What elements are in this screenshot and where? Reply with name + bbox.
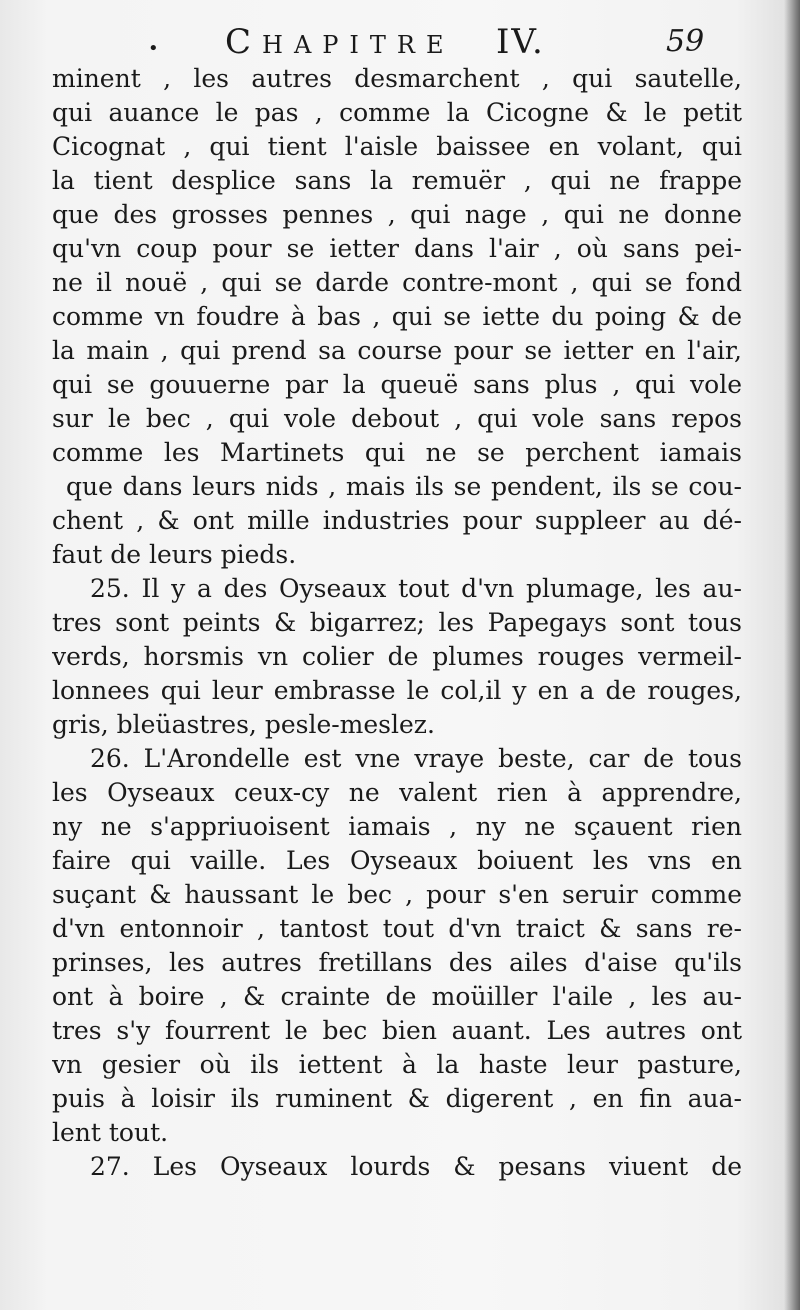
text-line: lonnees qui leur embrasse le col,il y en a de rouges, [52,676,742,705]
body-text [52,62,742,1184]
text-line: comme les Martinets qui ne se perchent iamais [52,438,742,467]
chapter-number: IV. [496,22,545,62]
text-line: qu'vn coup pour se ietter dans l'air , où sans pei- [52,234,742,263]
text-line: ont à boire , & crainte de moüiller l'aile , les au- [52,982,742,1011]
chapter-title: Chapitre [225,22,455,62]
text-line: que des grosses pennes , qui nage , qui ne donne [52,200,742,229]
text-line: tres sont peints & bigarrez; les Papegays sont tous [52,608,742,637]
text-line: tres s'y fourrent le bec bien auant. Les autres ont [52,1016,742,1045]
text-line: la main , qui prend sa course pour se ietter en l'air, [52,336,742,365]
text-line: puis à loisir ils ruminent & digerent , en fin aua- [52,1084,742,1113]
text-line: que dans leurs nids , mais ils se pendent, ils se cou- [66,472,742,501]
paragraph-start-25: 25. Il y a des Oyseaux tout d'vn plumage, les au- [90,574,742,603]
text-line: qui se gouuerne par la queuë sans plus , qui vole [52,370,742,399]
page-edge-shadow [784,0,800,1310]
text-line: gris, bleüastres, pesle-meslez. [52,710,435,739]
paragraph-start-27: 27. Les Oyseaux lourds & pesans viuent de [90,1152,742,1181]
text-line: vn gesier où ils iettent à la haste leur pasture, [52,1050,742,1079]
ornament-bullet: • [148,38,159,59]
text-line: la tient desplice sans la remuër , qui ne frappe [52,166,742,195]
text-line: prinses, les autres fretillans des ailes d'aise qu'ils [52,948,742,977]
text-line: comme vn foudre à bas , qui se iette du poing & de [52,302,742,331]
text-line: faut de leurs pieds. [52,540,297,569]
text-line: qui auance le pas , comme la Cicogne & le petit [52,98,742,127]
text-line: les Oyseaux ceux-cy ne valent rien à apprendre, [52,778,742,807]
text-line: chent , & ont mille industries pour suppleer au dé- [52,506,742,535]
text-line: faire qui vaille. Les Oyseaux boiuent les vns en [52,846,742,875]
text-line: verds, horsmis vn colier de plumes rouges vermeil- [52,642,742,671]
text-line: ny ne s'appriuoisent iamais , ny ne sçauent rien [52,812,742,841]
page-number: 59 [666,24,705,59]
text-line: suçant & haussant le bec , pour s'en seruir comme [52,880,742,909]
text-line: Cicognat , qui tient l'aisle baissee en volant, qui [52,132,742,161]
text-line: lent tout. [52,1118,169,1147]
text-line: sur le bec , qui vole debout , qui vole sans repos [52,404,742,433]
text-line: d'vn entonnoir , tantost tout d'vn traict & sans re- [52,914,742,943]
text-line: minent , les autres desmarchent , qui sautelle, [52,64,742,93]
text-line: ne il nouë , qui se darde contre-mont , qui se fond [52,268,742,297]
paragraph-start-26: 26. L'Arondelle est vne vraye beste, car de tous [90,744,742,773]
